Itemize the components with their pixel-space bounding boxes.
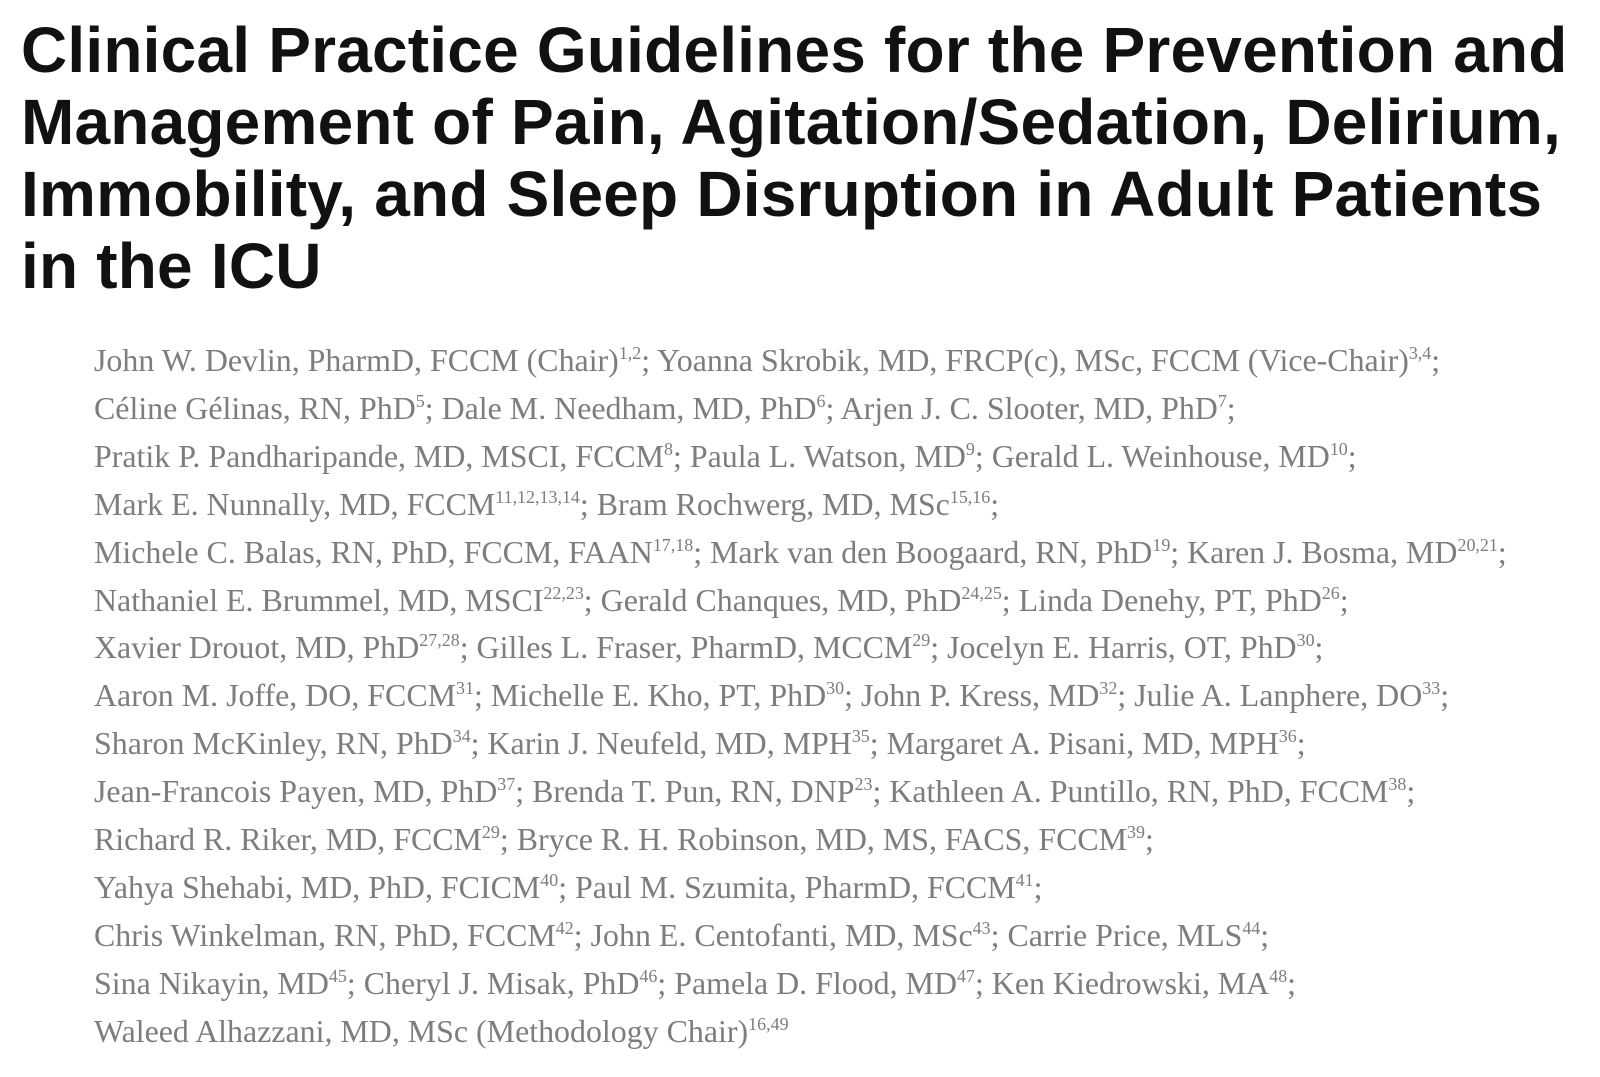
author-name: Karen J. Bosma, MD	[1187, 533, 1458, 570]
author-name: Gerald Chanques, MD, PhD	[600, 581, 962, 618]
author-name: John W. Devlin, PharmD, FCCM (Chair)	[94, 342, 619, 378]
author-name: John E. Centofanti, MD, MSc	[590, 916, 973, 953]
paper-title	[21, 14, 1581, 302]
author-entry	[591, 917, 991, 953]
author-entry	[94, 1013, 789, 1049]
author-separator: ;	[558, 868, 576, 905]
author-separator: ;	[869, 725, 887, 762]
author-entry	[947, 629, 1314, 665]
author-separator: ;	[1339, 581, 1349, 618]
author-entry	[94, 342, 641, 378]
affiliation-superscript: 17,18	[652, 534, 694, 555]
author-entry	[601, 582, 1002, 618]
title-line: Immobility, and Sleep Disruption in Adult Patients	[21, 158, 1543, 230]
author-name: John P. Kress, MD	[860, 677, 1100, 714]
author-line	[94, 864, 1042, 912]
author-name: Gilles L. Fraser, PharmD, MCCM	[476, 629, 913, 666]
affiliation-superscript: 10	[1329, 438, 1348, 459]
author-separator: ;	[459, 629, 477, 666]
author-name: Richard R. Riker, MD, FCCM	[94, 821, 482, 858]
author-separator: ;	[1347, 437, 1357, 474]
author-name: Sina Nikayin, MD	[94, 964, 329, 1001]
author-name: Jocelyn E. Harris, OT, PhD	[947, 629, 1297, 666]
author-line	[94, 672, 1449, 720]
author-line	[94, 385, 1236, 433]
author-separator: ;	[424, 389, 442, 426]
affiliation-superscript: 29	[912, 630, 931, 651]
author-separator: ;	[1033, 868, 1043, 905]
author-separator: ;	[930, 629, 948, 666]
author-separator: ;	[1001, 581, 1019, 618]
affiliation-superscript: 36	[1278, 726, 1297, 747]
author-separator: ;	[1314, 629, 1324, 666]
author-entry	[94, 677, 474, 713]
author-entry	[710, 534, 1170, 570]
author-separator: ;	[990, 485, 1000, 522]
author-name: Brenda T. Pun, RN, DNP	[532, 773, 855, 810]
author-name: Jean-Francois Payen, MD, PhD	[94, 773, 498, 810]
affiliation-superscript: 5	[415, 390, 425, 411]
author-separator: ;	[583, 581, 601, 618]
author-entry	[364, 965, 658, 1001]
author-separator: ;	[1170, 533, 1188, 570]
author-name: Carrie Price, MLS	[1007, 916, 1243, 953]
affiliation-superscript: 43	[972, 917, 991, 938]
affiliation-superscript: 3,4	[1408, 343, 1432, 363]
affiliation-superscript: 41	[1015, 869, 1034, 890]
author-name: Michelle E. Kho, PT, PhD	[490, 677, 827, 714]
author-name: Julie A. Lanphere, DO	[1134, 677, 1423, 714]
author-name: Pamela D. Flood, MD	[674, 964, 957, 1001]
author-separator: ;	[1260, 916, 1270, 953]
title-line: Management of Pain, Agitation/Sedation, Delirium,	[21, 86, 1562, 158]
affiliation-superscript: 26	[1321, 582, 1340, 603]
author-separator: ;	[346, 964, 364, 1001]
affiliation-superscript: 22,23	[543, 582, 584, 603]
author-entry	[94, 965, 347, 1001]
affiliation-superscript: 48	[1269, 965, 1288, 986]
author-separator: ;	[1440, 677, 1450, 714]
author-line	[94, 960, 1296, 1008]
author-entry	[841, 390, 1227, 426]
author-separator: ;	[990, 916, 1008, 953]
author-name: Xavier Drouot, MD, PhD	[94, 629, 420, 666]
author-separator: ;	[844, 677, 861, 714]
author-entry	[94, 869, 558, 905]
author-entry	[532, 773, 872, 809]
author-name: Gerald L. Weinhouse, MD	[991, 437, 1330, 474]
affiliation-superscript: 7	[1217, 390, 1227, 411]
author-name: Bryce R. H. Robinson, MD, MS, FACS, FCCM	[516, 821, 1128, 858]
author-line	[94, 337, 1440, 385]
author-name: Pratik P. Pandharipande, MD, MSCI, FCCM	[94, 437, 665, 474]
affiliation-superscript: 38	[1388, 774, 1407, 795]
author-name: Céline Gélinas, RN, PhD	[94, 389, 416, 426]
affiliation-superscript: 31	[455, 678, 474, 699]
author-entry	[674, 965, 975, 1001]
author-entry	[94, 629, 460, 665]
author-entry	[690, 438, 975, 474]
author-separator: ;	[1431, 342, 1441, 378]
author-line	[94, 624, 1323, 672]
author-entry	[94, 582, 584, 618]
author-line	[94, 720, 1306, 768]
author-name: Chris Winkelman, RN, PhD, FCCM	[94, 916, 556, 953]
author-entry	[94, 917, 574, 953]
author-separator: ;	[693, 533, 711, 570]
author-name: Waleed Alhazzani, MD, MSc (Methodology Chair)	[94, 1012, 749, 1049]
author-line	[94, 816, 1154, 864]
affiliation-superscript: 19	[1152, 534, 1171, 555]
author-entry	[1187, 534, 1498, 570]
affiliation-superscript: 24,25	[961, 582, 1002, 603]
author-entry	[597, 486, 990, 522]
author-name: Michele C. Balas, RN, PhD, FCCM, FAAN	[94, 533, 653, 570]
author-name: Bram Rochwerg, MD, MSc	[596, 485, 950, 522]
author-line	[94, 912, 1269, 960]
affiliation-superscript: 16,49	[748, 1013, 789, 1034]
author-name: Karin J. Neufeld, MD, MPH	[487, 725, 852, 762]
title-line: in the ICU	[21, 230, 322, 302]
affiliation-superscript: 29	[481, 822, 500, 843]
affiliation-superscript: 6	[816, 390, 826, 411]
affiliation-superscript: 47	[956, 965, 975, 986]
author-name: Arjen J. C. Slooter, MD, PhD	[840, 389, 1218, 426]
affiliation-superscript: 37	[497, 774, 516, 795]
affiliation-superscript: 32	[1099, 678, 1118, 699]
author-separator: ;	[872, 773, 890, 810]
author-separator: ;	[1226, 389, 1236, 426]
author-name: Linda Denehy, PT, PhD	[1018, 581, 1322, 618]
author-name: Ken Kiedrowski, MA	[991, 964, 1270, 1001]
author-line	[94, 1008, 789, 1056]
author-entry	[94, 725, 471, 761]
author-separator: ;	[470, 725, 488, 762]
author-line	[94, 529, 1507, 577]
author-entry	[992, 965, 1287, 1001]
author-entry	[887, 725, 1297, 761]
affiliation-superscript: 15,16	[949, 486, 991, 507]
author-separator: ;	[579, 485, 597, 522]
affiliation-superscript: 45	[328, 965, 347, 986]
author-name: Kathleen A. Puntillo, RN, PhD, FCCM	[889, 773, 1389, 810]
author-entry	[94, 438, 673, 474]
author-separator: ;	[673, 437, 690, 474]
author-separator: ;	[515, 773, 533, 810]
title-line: Clinical Practice Guidelines for the Prevention and	[21, 14, 1568, 86]
affiliation-superscript: 1,2	[618, 343, 642, 363]
author-separator: ;	[1144, 821, 1154, 858]
author-name: Paula L. Watson, MD	[689, 437, 966, 474]
author-entry	[94, 390, 425, 426]
affiliation-superscript: 42	[555, 917, 574, 938]
affiliation-superscript: 44	[1242, 917, 1261, 938]
author-separator: ;	[1497, 533, 1507, 570]
author-name: Aaron M. Joffe, DO, FCCM	[94, 677, 456, 714]
author-line	[94, 481, 999, 529]
affiliation-superscript: 20,21	[1457, 534, 1498, 555]
author-separator: ;	[657, 964, 675, 1001]
author-entry	[488, 725, 870, 761]
author-name: Yoanna Skrobik, MD, FRCP(c), MSc, FCCM (Vice-Chair)	[656, 342, 1409, 378]
author-name: Dale M. Needham, MD, PhD	[441, 389, 817, 426]
author-entry	[442, 390, 826, 426]
author-separator: ;	[499, 821, 517, 858]
author-line	[94, 433, 1357, 481]
author-entry	[1134, 677, 1440, 713]
author-entry	[1007, 917, 1260, 953]
author-line	[94, 577, 1349, 625]
affiliation-superscript: 30	[1296, 630, 1315, 651]
author-separator: ;	[1406, 773, 1416, 810]
author-separator: ;	[573, 916, 591, 953]
author-separator: ;	[825, 389, 841, 426]
author-entry	[517, 821, 1145, 857]
author-separator: ;	[1296, 725, 1306, 762]
author-name: Margaret A. Pisani, MD, MPH	[886, 725, 1279, 762]
author-entry	[657, 342, 1431, 378]
author-entry	[1019, 582, 1340, 618]
affiliation-superscript: 9	[965, 438, 975, 459]
affiliation-superscript: 35	[851, 726, 870, 747]
affiliation-superscript: 23	[854, 774, 873, 795]
author-name: Nathaniel E. Brummel, MD, MSCI	[94, 581, 544, 618]
author-entry	[94, 821, 500, 857]
author-separator: ;	[1117, 677, 1135, 714]
author-entry	[94, 773, 515, 809]
author-separator: ;	[473, 677, 491, 714]
affiliation-superscript: 46	[639, 965, 658, 986]
author-entry	[889, 773, 1406, 809]
author-separator: ;	[974, 964, 992, 1001]
author-name: Cheryl J. Misak, PhD	[363, 964, 640, 1001]
author-list	[94, 337, 1594, 1056]
author-entry	[491, 677, 844, 713]
author-name: Mark E. Nunnally, MD, FCCM	[94, 485, 496, 522]
author-entry	[861, 677, 1117, 713]
author-separator: ;	[974, 437, 992, 474]
author-entry	[992, 438, 1348, 474]
author-name: Yahya Shehabi, MD, PhD, FCICM	[94, 868, 541, 905]
author-entry	[94, 486, 580, 522]
author-name: Mark van den Boogaard, RN, PhD	[710, 533, 1153, 570]
affiliation-superscript: 11,12,13,14	[495, 486, 580, 507]
author-separator: ;	[1287, 964, 1297, 1001]
author-entry	[477, 629, 931, 665]
author-line	[94, 768, 1415, 816]
affiliation-superscript: 40	[540, 869, 559, 890]
author-entry	[94, 534, 693, 570]
author-name: Sharon McKinley, RN, PhD	[94, 725, 453, 762]
affiliation-superscript: 8	[664, 438, 674, 459]
affiliation-superscript: 33	[1422, 678, 1441, 699]
affiliation-superscript: 34	[452, 726, 471, 747]
affiliation-superscript: 27,28	[419, 630, 460, 651]
author-entry	[575, 869, 1034, 905]
author-separator: ;	[641, 342, 657, 378]
affiliation-superscript: 30	[826, 678, 845, 699]
affiliation-superscript: 39	[1127, 822, 1145, 843]
author-name: Paul M. Szumita, PharmD, FCCM	[575, 868, 1016, 905]
